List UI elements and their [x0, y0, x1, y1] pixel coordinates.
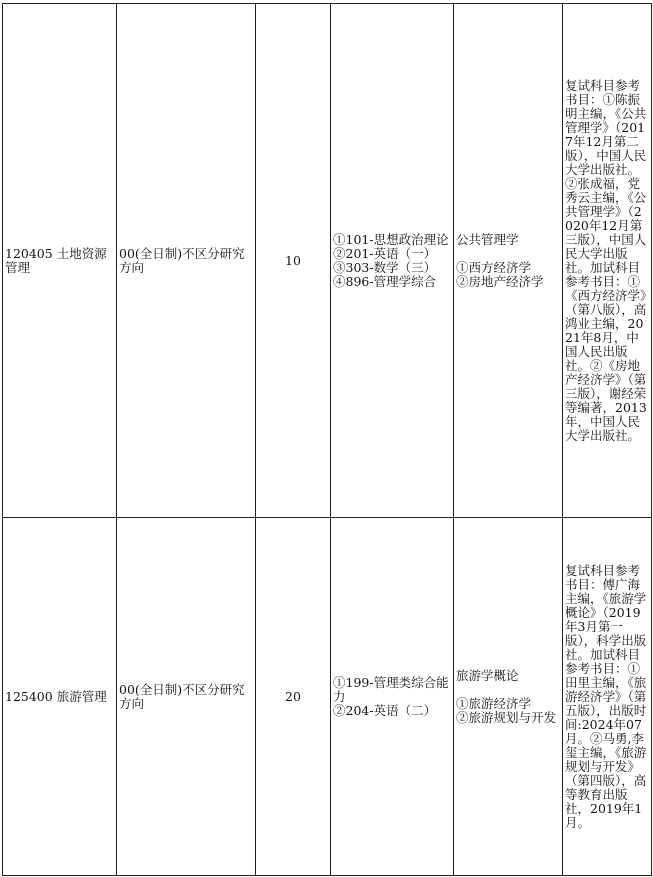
- exam-subject: ③303-数学（三）: [333, 259, 437, 275]
- table-row: [3, 4, 652, 518]
- exam-subjects-cell: [331, 4, 454, 518]
- exam-subject: ②204-英语（二）: [333, 702, 437, 718]
- exam-subject: ①101-思想政治理论: [333, 231, 449, 247]
- retest-subjects-cell: [454, 4, 563, 518]
- extra-subject: ②旅游规划与开发: [456, 709, 557, 725]
- reference-books-cell: 复试科目参考书目：傅广海主编，《旅游学概论》（2019年3月第一版），科学出版社。加试科目参考书目：①田里主编，《旅游经济学》（第五版），出版时间:2024年07月。②马勇,李玺主编，《旅游规划与开发》（第四版），高等教育出版社，2019年1月。: [563, 518, 652, 876]
- retest-subject: 公共管理学: [456, 231, 519, 247]
- table-row: [3, 518, 652, 876]
- exam-subject: ②201-英语（一）: [333, 245, 437, 261]
- extra-subject: ②房地产经济学: [456, 273, 544, 289]
- direction-cell: 00(全日制)不区分研究方向: [117, 518, 256, 876]
- retest-subjects-cell: [454, 518, 563, 876]
- major-cell: 120405 土地资源管理: [3, 4, 117, 518]
- exam-subject: ①199-管理类综合能力: [333, 674, 449, 704]
- quota-cell: 20: [256, 518, 331, 876]
- exam-subjects-cell: [331, 518, 454, 876]
- direction-cell: 00(全日制)不区分研究方向: [117, 4, 256, 518]
- extra-subject: ①旅游经济学: [456, 695, 532, 711]
- exam-subject: ④896-管理学综合: [333, 273, 437, 289]
- major-cell: 125400 旅游管理: [3, 518, 117, 876]
- quota-cell: 10: [256, 4, 331, 518]
- admission-table: [2, 3, 652, 876]
- retest-subject: 旅游学概论: [456, 667, 519, 683]
- extra-subject: ①西方经济学: [456, 259, 532, 275]
- reference-books-cell: 复试科目参考书目：①陈振明主编，《公共管理学》（2017年12月第二版），中国人民大学出版社。②张成福，党秀云主编，《公共管理学》（2020年12月第三版），中国人民大学出版社。加试科目参考书目：①《西方经济学》（第八版），高鸿业主编，2021年8月，中国人民出版社。②《房地产经济学》（第三版），谢经荣等编著，2013年，中国人民大学出版社。: [563, 4, 652, 518]
